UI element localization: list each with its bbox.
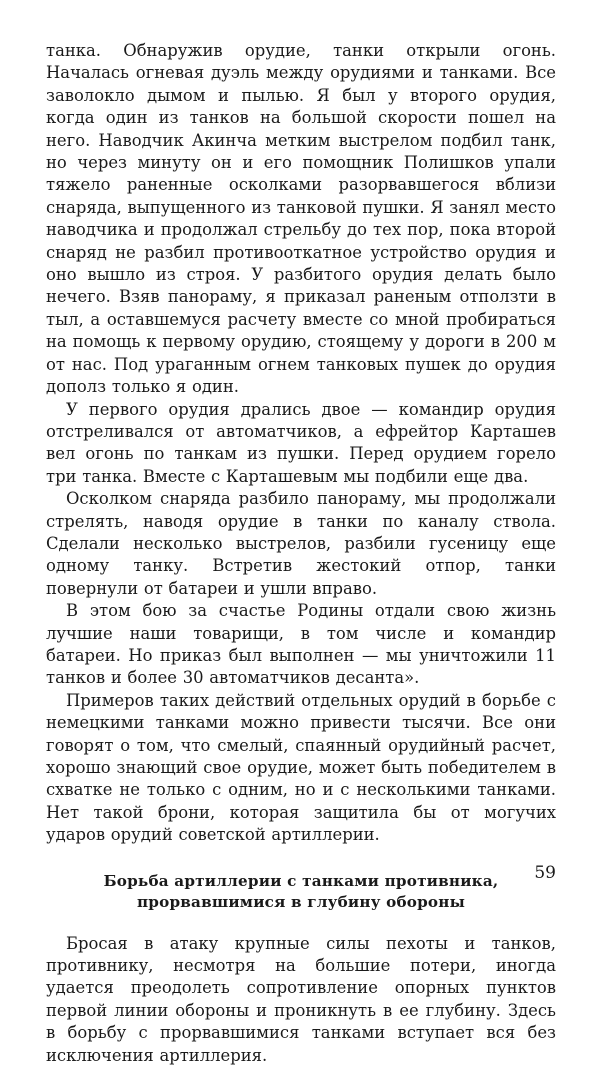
paragraph-4: В этом бою за счастье Родины отдали свою жизнь лучшие наши товарищи, в том числе и командир батареи. Но приказ был выполнен — мы уничтожили 11 танков и более 30 автоматчиков десанта». bbox=[46, 601, 556, 688]
paragraph-1: танка. Обнаружив орудие, танки открыли огонь. Началась огневая дуэль между орудиями и танками. Все заволокло дымом и пылью. Я был у второго орудия, когда один из танков на большой скорости пошел на него. Наводчик Акинча метким выстрелом подбил танк, но через минуту он и его помощник Полишков упали тяжело раненные осколками разорвавшегося вблизи снаряда, выпущенного из танковой пушки. Я занял место наводчика и продолжал стрельбу до тех пор, пока второй снаряд не разбил противооткатное устройство орудия и оно вышло из строя. У разбитого орудия делать было нечего. Взяв панораму, я приказал раненым отползти в тыл, а оставшемуся расчету вместе со мной пробираться на помощь к первому орудию, стоящему у дороги в 200 м от нас. Под ураганным огнем танковых пушек до орудия дополз только я один. bbox=[46, 41, 556, 397]
paragraph-after-heading: Бросая в атаку крупные силы пехоты и танков, противнику, несмотря на большие потери, иногда удается преодолеть сопротивление опорных пунктов первой линии обороны и проникнуть в ее глубину. Здесь в борьбу с прорвавшимися танками вступает вся без исключения артиллерия. bbox=[46, 933, 556, 1065]
page-number: 59 bbox=[534, 863, 556, 883]
paragraph-3: Осколком снаряда разбило панораму, мы продолжали стрелять, наводя орудие в танки по каналу ствола. Сделали несколько выстрелов, разбили гусеницу еще одному танку. Встретив жестокий отпор, танки повернули от батареи и ушли вправо. bbox=[46, 489, 556, 598]
section-heading: Борьба артиллерии с танками противника, прорвавшимися в глубину обороны bbox=[103, 871, 499, 911]
book-page bbox=[46, 40, 556, 1067]
paragraph-5: Примеров таких действий отдельных орудий в борьбе с немецкими танками можно привести тысячи. Все они говорят о том, что смелый, спаянный орудийный расчет, хорошо знающий свое орудие, может быть победителем в схватке не только с одним, но и с несколькими танками. Нет такой брони, которая защитила бы от могучих ударов орудий советской артиллерии. bbox=[46, 690, 556, 845]
paragraph-2: У первого орудия дрались двое — командир орудия отстреливался от автоматчиков, а ефрейтор Карташев вел огонь по танкам из пушки. Перед орудием горело три танка. Вместе с Карташевым мы подбили еще два. bbox=[46, 399, 556, 486]
